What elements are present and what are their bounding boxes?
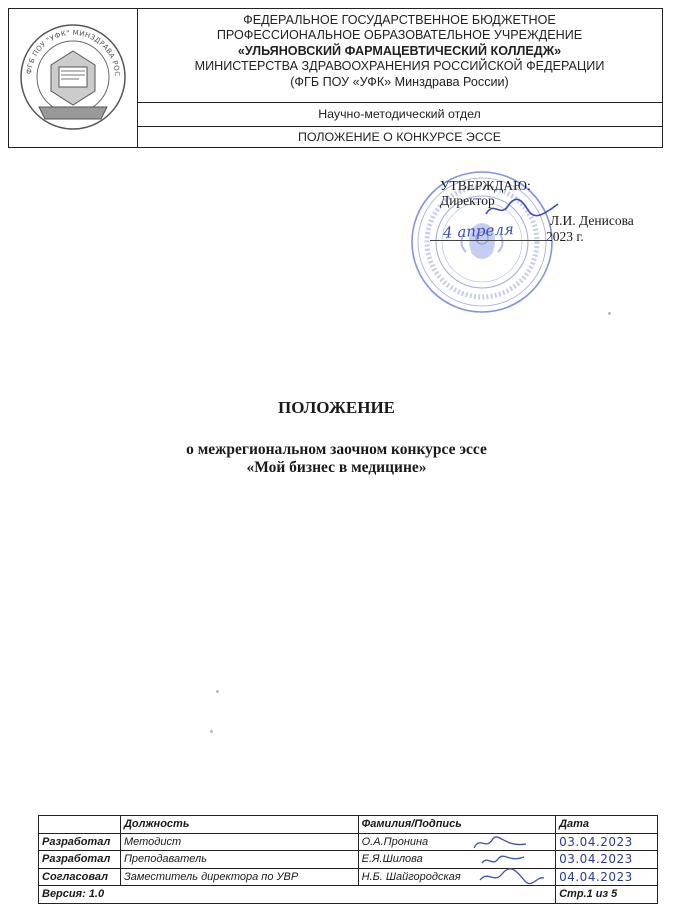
scan-speck [210,730,213,733]
table-header-cell: Должность [120,816,358,834]
header-college-name: «УЛЬЯНОВСКИЙ ФАРМАЦЕВТИЧЕСКИЙ КОЛЛЕДЖ» [237,43,562,58]
approval-sheet-table [38,815,658,904]
version-cell: Версия: 1.0 [39,886,556,904]
table-footer-row [39,886,658,904]
row-date: 03.04.2023 [556,833,658,851]
document-header [8,8,663,148]
signature-shaygorodskaya [476,866,546,888]
row-date: 03.04.2023 [556,851,658,869]
header-title-block [137,9,662,103]
scan-speck [608,312,611,315]
approval-year: 2023 г. [546,229,584,244]
logo-cell [9,9,138,147]
approval-label: УТВЕРЖДАЮ: [440,178,531,193]
header-line-5: (ФГБ ПОУ «УФК» Минздрава России) [290,74,509,89]
document-title: ПОЛОЖЕНИЕ [278,398,395,417]
row-name: Е.Я.Шилова [358,851,555,869]
row-action: Разработал [39,833,121,851]
table-header-row [39,816,658,834]
table-header-cell [39,816,121,834]
date-underline [430,240,550,241]
table-header-cell: Дата [556,816,658,834]
row-position: Преподаватель [120,851,358,869]
row-action: Разработал [39,851,121,869]
subtitle-line-2: «Мой бизнес в медицине» [246,459,427,476]
signature-pronina [470,834,530,852]
row-position: Методист [120,833,358,851]
college-logo [9,9,137,149]
approval-handwritten-date: 4 апреля [442,220,515,242]
row-position: Заместитель директора по УВР [120,868,358,886]
header-doc-type: ПОЛОЖЕНИЕ О КОНКУРСЕ ЭССЕ [298,130,501,144]
document-subtitle [0,441,673,477]
row-action: Согласовал [39,868,121,886]
table-row [39,868,658,886]
approval-role: Директор [440,193,495,208]
header-line-4: МИНИСТЕРСТВА ЗДРАВООХРАНЕНИЯ РОССИЙСКОЙ ФЕДЕРАЦИИ [194,59,605,74]
row-name: О.А.Пронина [358,833,555,851]
director-name: Л.И. Денисова [550,213,634,228]
scan-speck [216,690,219,693]
row-date: 04.04.2023 [556,868,658,886]
row-name: Н.Б. Шайгородская [358,868,555,886]
table-row [39,851,658,869]
table-row [39,833,658,851]
header-line-2: ПРОФЕССИОНАЛЬНОЕ ОБРАЗОВАТЕЛЬНОЕ УЧРЕЖДЕНИЕ [216,28,583,43]
header-department: Научно-методический отдел [137,103,662,127]
table-header-cell: Фамилия/Подпись [358,816,555,834]
subtitle-line-1: о межрегиональном заочном конкурсе эссе [186,441,487,458]
director-signature [482,196,562,220]
logo-ring-text: ФГБ ПОУ "УФК" МИНЗДРАВА РОС [25,28,122,77]
page-cell: Стр.1 из 5 [556,886,658,904]
header-line-1: ФЕДЕРАЛЬНОЕ ГОСУДАРСТВЕННОЕ БЮДЖЕТНОЕ [243,13,556,27]
